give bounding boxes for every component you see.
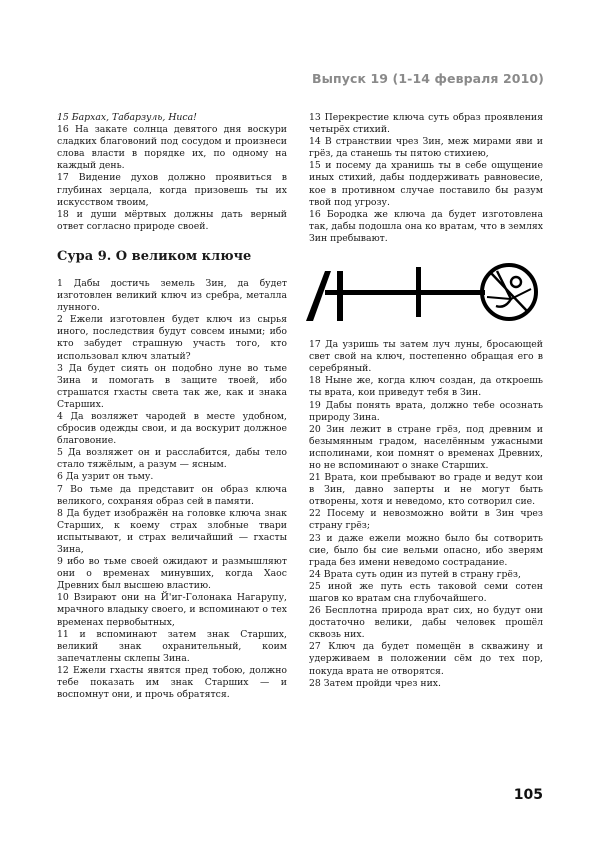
verse-line: 16 На закате солнца девятого дня воскури сладких благовоний под сосудом и произнеси слова власти в порядке их, по одному на каждый день.: [57, 124, 287, 172]
verse-line: 6 Да узрит он тьму.: [57, 471, 154, 483]
sigil-cross-bar: [416, 267, 421, 317]
verse-line: 3 Да будет сиять он подобно луне во тьме Зина и помогать в защите твоей, ибо страшатся гхасты света так же, как и знака Старших.: [57, 362, 287, 410]
verse-line: 17 Видение духов должно проявиться в глубинах зерцала, когда призовешь ты их искусством твоим,: [57, 172, 287, 208]
verse-line: 13 Перекрестие ключа суть образ проявления четырёх стихий.: [309, 112, 543, 136]
verse-line: 11 и вспоминают затем знак Старших, великий знак охранительный, коим запечатлены склепы Зина.: [57, 628, 287, 664]
verse-line: 1 Дабы достичь земель Зин, да будет изготовлен великий ключ из сребра, металла лунного.: [57, 277, 287, 314]
issue-header: Выпуск 19 (1-14 февраля 2010): [311, 71, 544, 86]
sigil-shaft: [325, 290, 485, 295]
verse-line: 26 Бесплотна природа врат сих, но будут они достаточно велики, дабы человек прошёл сквозь них.: [309, 605, 543, 641]
verse-line: 5 Да возляжет он и расслабится, дабы тело стало тяжёлым, а разум — ясным.: [57, 447, 287, 471]
verse-line: 17 Да узришь ты затем луч луны, бросающей свет свой на ключ, постепенно обращая его в серебряный.: [309, 339, 543, 375]
verse-line: 8 Да будет изображён на головке ключа знак Старших, к коему страх злобные твари испытывают, и страх величайший — гхасты Зина,: [57, 507, 287, 555]
verse-line: 12 Ежели гхасты явятся пред тобою, должно тебе показать им знак Старших — и воспомнут они, и прочь обратятся.: [57, 664, 287, 701]
sigil-ring-glyph: [482, 265, 536, 319]
verse-line: 9 ибо во тьме своей ожидают и размышляют они о временах минувших, когда Хаос Древних был высшею властию.: [57, 556, 287, 592]
verse-line: 15 и посему да хранишь ты в себе ощущение иных стихий, дабы поддерживать равновесие, кое в противном случае поставило бы разум твой под угрозу.: [309, 160, 543, 208]
verse-line: 27 Ключ да будет помещён в скважину и удерживаем в положении сём до тех пор, покуда врата не отворятся.: [309, 641, 543, 677]
left-column: [57, 112, 287, 701]
verse-line: 14 В странствии чрез Зин, меж мирами яви и грёз, да станешь ты пятою стихиею,: [309, 136, 543, 160]
verse-line: 4 Да возляжет чародей в месте удобном, сбросив одежды свои, и да воскурит должное благовоние.: [57, 410, 287, 447]
verse-line: 10 Взирают они на Й'иг-Голонака Нагарупу, мрачного владыку своего, и вспоминают о тех временах первобытных,: [57, 592, 287, 628]
key-sigil-illustration: [303, 259, 541, 329]
right-column: [309, 112, 543, 690]
verse-line: 28 Затем пройди чрез них.: [309, 677, 441, 689]
verse-line: 2 Ежели изготовлен будет ключ из сырья иного, последствия будут совсем иными; ибо кто забудет страшную участь того, кто использовал ключ златый?: [57, 314, 287, 362]
verse-line: 19 Дабы понять врата, должно тебе осознать природу Зина.: [309, 399, 543, 423]
sura-heading: Сура 9. О великом ключе: [57, 248, 252, 264]
verse-line: 18 Ныне же, когда ключ создан, да откроешь ты врата, кои приведут тебя в Зин.: [309, 375, 543, 399]
verse-line: 20 Зин лежит в стране грёз, под древним и безымянным градом, населённым ужасными исполинами, кои помнят о временах Древних, но не вспоминают о знаке Старших.: [309, 423, 543, 471]
verse-line: 21 Врата, кои пребывают во граде и ведут кои в Зин, давно заперты и не могут быть отворены, хотя и неведомо, кто сотворил сие.: [309, 472, 543, 508]
verse-line: 16 Бородка же ключа да будет изготовлена так, дабы подошла она ко вратам, что в землях Зин пребывают.: [309, 208, 543, 244]
verse-line: 24 Врата суть один из путей в страну грёз,: [309, 568, 521, 580]
sigil-left-glyph: [306, 271, 343, 321]
verse-line: 15 Бархах, Табарзуль, Ниса!: [57, 112, 197, 123]
verse-line: 25 иной же путь есть таковой семи сотен шагов ко вратам сна глубочайшего.: [309, 580, 543, 604]
verse-line: 22 Посему и невозможно войти в Зин чрез страну грёз;: [309, 508, 543, 532]
verse-line: 18 и души мёртвых должны дать верный ответ согласно природе своей.: [57, 208, 287, 232]
verse-line: 23 и даже ежели можно было бы сотворить сие, было бы сие вельми опасно, ибо зверям града без имени неведомо сострадание.: [309, 532, 543, 568]
page-number: 105: [513, 787, 543, 803]
verse-line: 7 Во тьме да представит он образ ключа великого, сохраняя образ сей в памяти.: [57, 483, 287, 507]
